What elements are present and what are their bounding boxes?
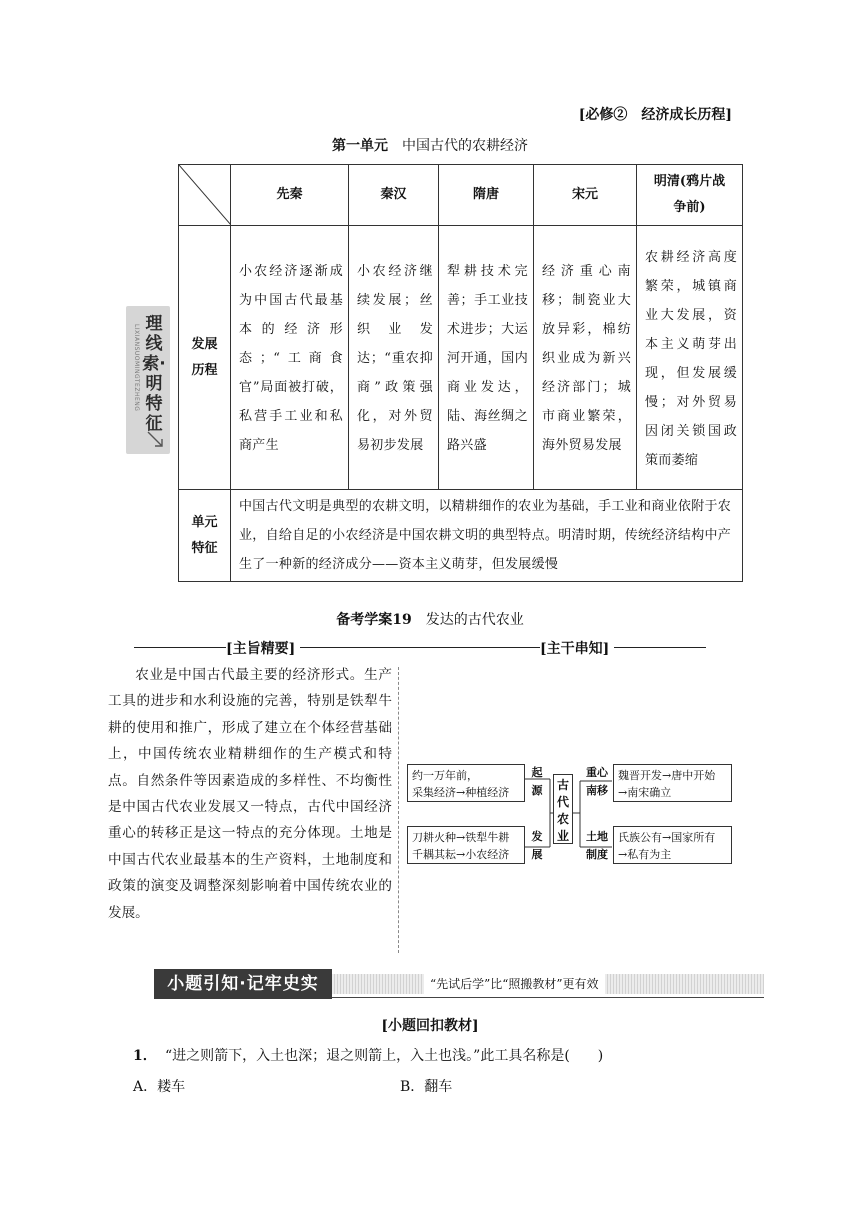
feature-cell: 中国古代文明是典型的农耕文明，以精耕细作的农业为基础，手工业和商业依附于农业，自给自足的小农经济是中国农耕文明的典型特点。明清时期，传统经济结构中产生了一种新的经济成分——资本主义萌芽，但发展缓慢 [231,490,743,582]
diagonal-line [179,165,231,225]
development-row [179,226,743,490]
divider [614,647,706,648]
option-b: B．翻车 [400,1079,453,1095]
table-cell: 小农经济继续发展；丝织业发达；“重农抑商”政策强化，对外贸易初步发展 [349,226,439,490]
period-header: 宋元 [534,165,637,226]
row-label-development: 发展 历程 [179,226,231,490]
table-cell: 农耕经济高度繁荣，城镇商业大发展，资本主义萌芽出现，但发展缓慢；对外贸易因闭关锁国政策而萎缩 [637,226,743,490]
banner-slogan: “先试后学”比“照搬教材”更有效 [424,972,605,996]
section-banner [154,969,764,999]
side-label-pinyin: LIXIANSUOMINGTEZHENG [133,324,140,412]
side-label-badge [126,306,170,454]
section-head-outline: [主干串知] [540,641,610,657]
intro-paragraph: 农业是中国古代最主要的经济形式。生产工具的进步和水利设施的完善，特别是铁犁牛耕的使用和推广，形成了建立在个体经营基础上，中国传统农业精耕细作的生产模式和特点。自然条件等因素造成的多样性、不均衡性是中国古代农业发展又一特点，古代中国经济重心的转移正是这一特点的充分体现。土地是中国古代农业最基本的生产资料，土地制度和政策的演变及调整深刻影响着中国传统农业的发展。 [108,667,392,921]
table-header-row [179,165,743,226]
diagram-label-land: 土地 制度 [586,830,608,861]
arrow-down-right-icon [146,430,166,450]
period-header: 秦汉 [349,165,439,226]
case-title: 发达的古代农业 [425,612,524,628]
question-number: 1． [133,1048,157,1064]
diagram-label-development: 发 展 [531,830,543,861]
diagram-box-shift: 魏晋开发→唐中开始 →南宋确立 [613,764,732,802]
table-corner-cell [179,165,231,226]
series-title: [必修② 经济成长历程] [578,107,732,123]
divider [300,647,540,648]
option-a: A．耧车 [133,1079,186,1095]
table-cell: 犁耕技术完善；手工业技术进步；大运河开通，国内商业发达，陆、海丝绸之路兴盛 [439,226,534,490]
diagram-label-shift: 重心 南移 [586,766,608,797]
summary-table [178,164,743,582]
diagram-center: 古 代 农 业 [553,774,573,844]
diagram-box-land: 氏族公有→国家所有 →私有为主 [613,826,732,864]
case-number: 备考学案19 [336,612,412,628]
period-header: 明清(鸦片战 争前) [637,165,743,226]
diagram-box-development: 刀耕火种→铁犁牛耕 千耦其耘→小农经济 [407,826,525,864]
table-cell: 小农经济逐渐成为中国古代最基本的经济形态；“工商食官”局面被打破，私营手工业和私商产生 [231,226,349,490]
unit-heading [0,135,860,155]
case-heading [0,609,860,629]
side-label-text: 理 线索·明 特征 [142,314,166,434]
question-text: “进之则箭下，入土也深；退之则箭上，入土也浅。”此工具名称是( ) [165,1048,604,1064]
unit-title: 中国古代的农耕经济 [402,138,528,154]
row-label-feature: 单元 特征 [179,490,231,582]
diagram-label-origin: 起 源 [531,766,543,797]
question-section-heading: [小题回扣教材] [381,1018,479,1034]
dashed-divider [398,667,399,953]
feature-row [179,490,743,582]
table-cell: 经济重心南移；制瓷业大放异彩，棉纺织业成为新兴经济部门；城市商业繁荣，海外贸易发展 [534,226,637,490]
banner-title: 小题引知·记牢史实 [154,969,332,999]
divider [134,647,226,648]
unit-number: 第一单元 [332,138,388,154]
diagram-box-origin: 约一万年前， 采集经济→种植经济 [407,764,525,802]
banner-rule [332,997,764,998]
period-header: 隋唐 [439,165,534,226]
section-head-summary: [主旨精要] [226,641,296,657]
period-header: 先秦 [231,165,349,226]
